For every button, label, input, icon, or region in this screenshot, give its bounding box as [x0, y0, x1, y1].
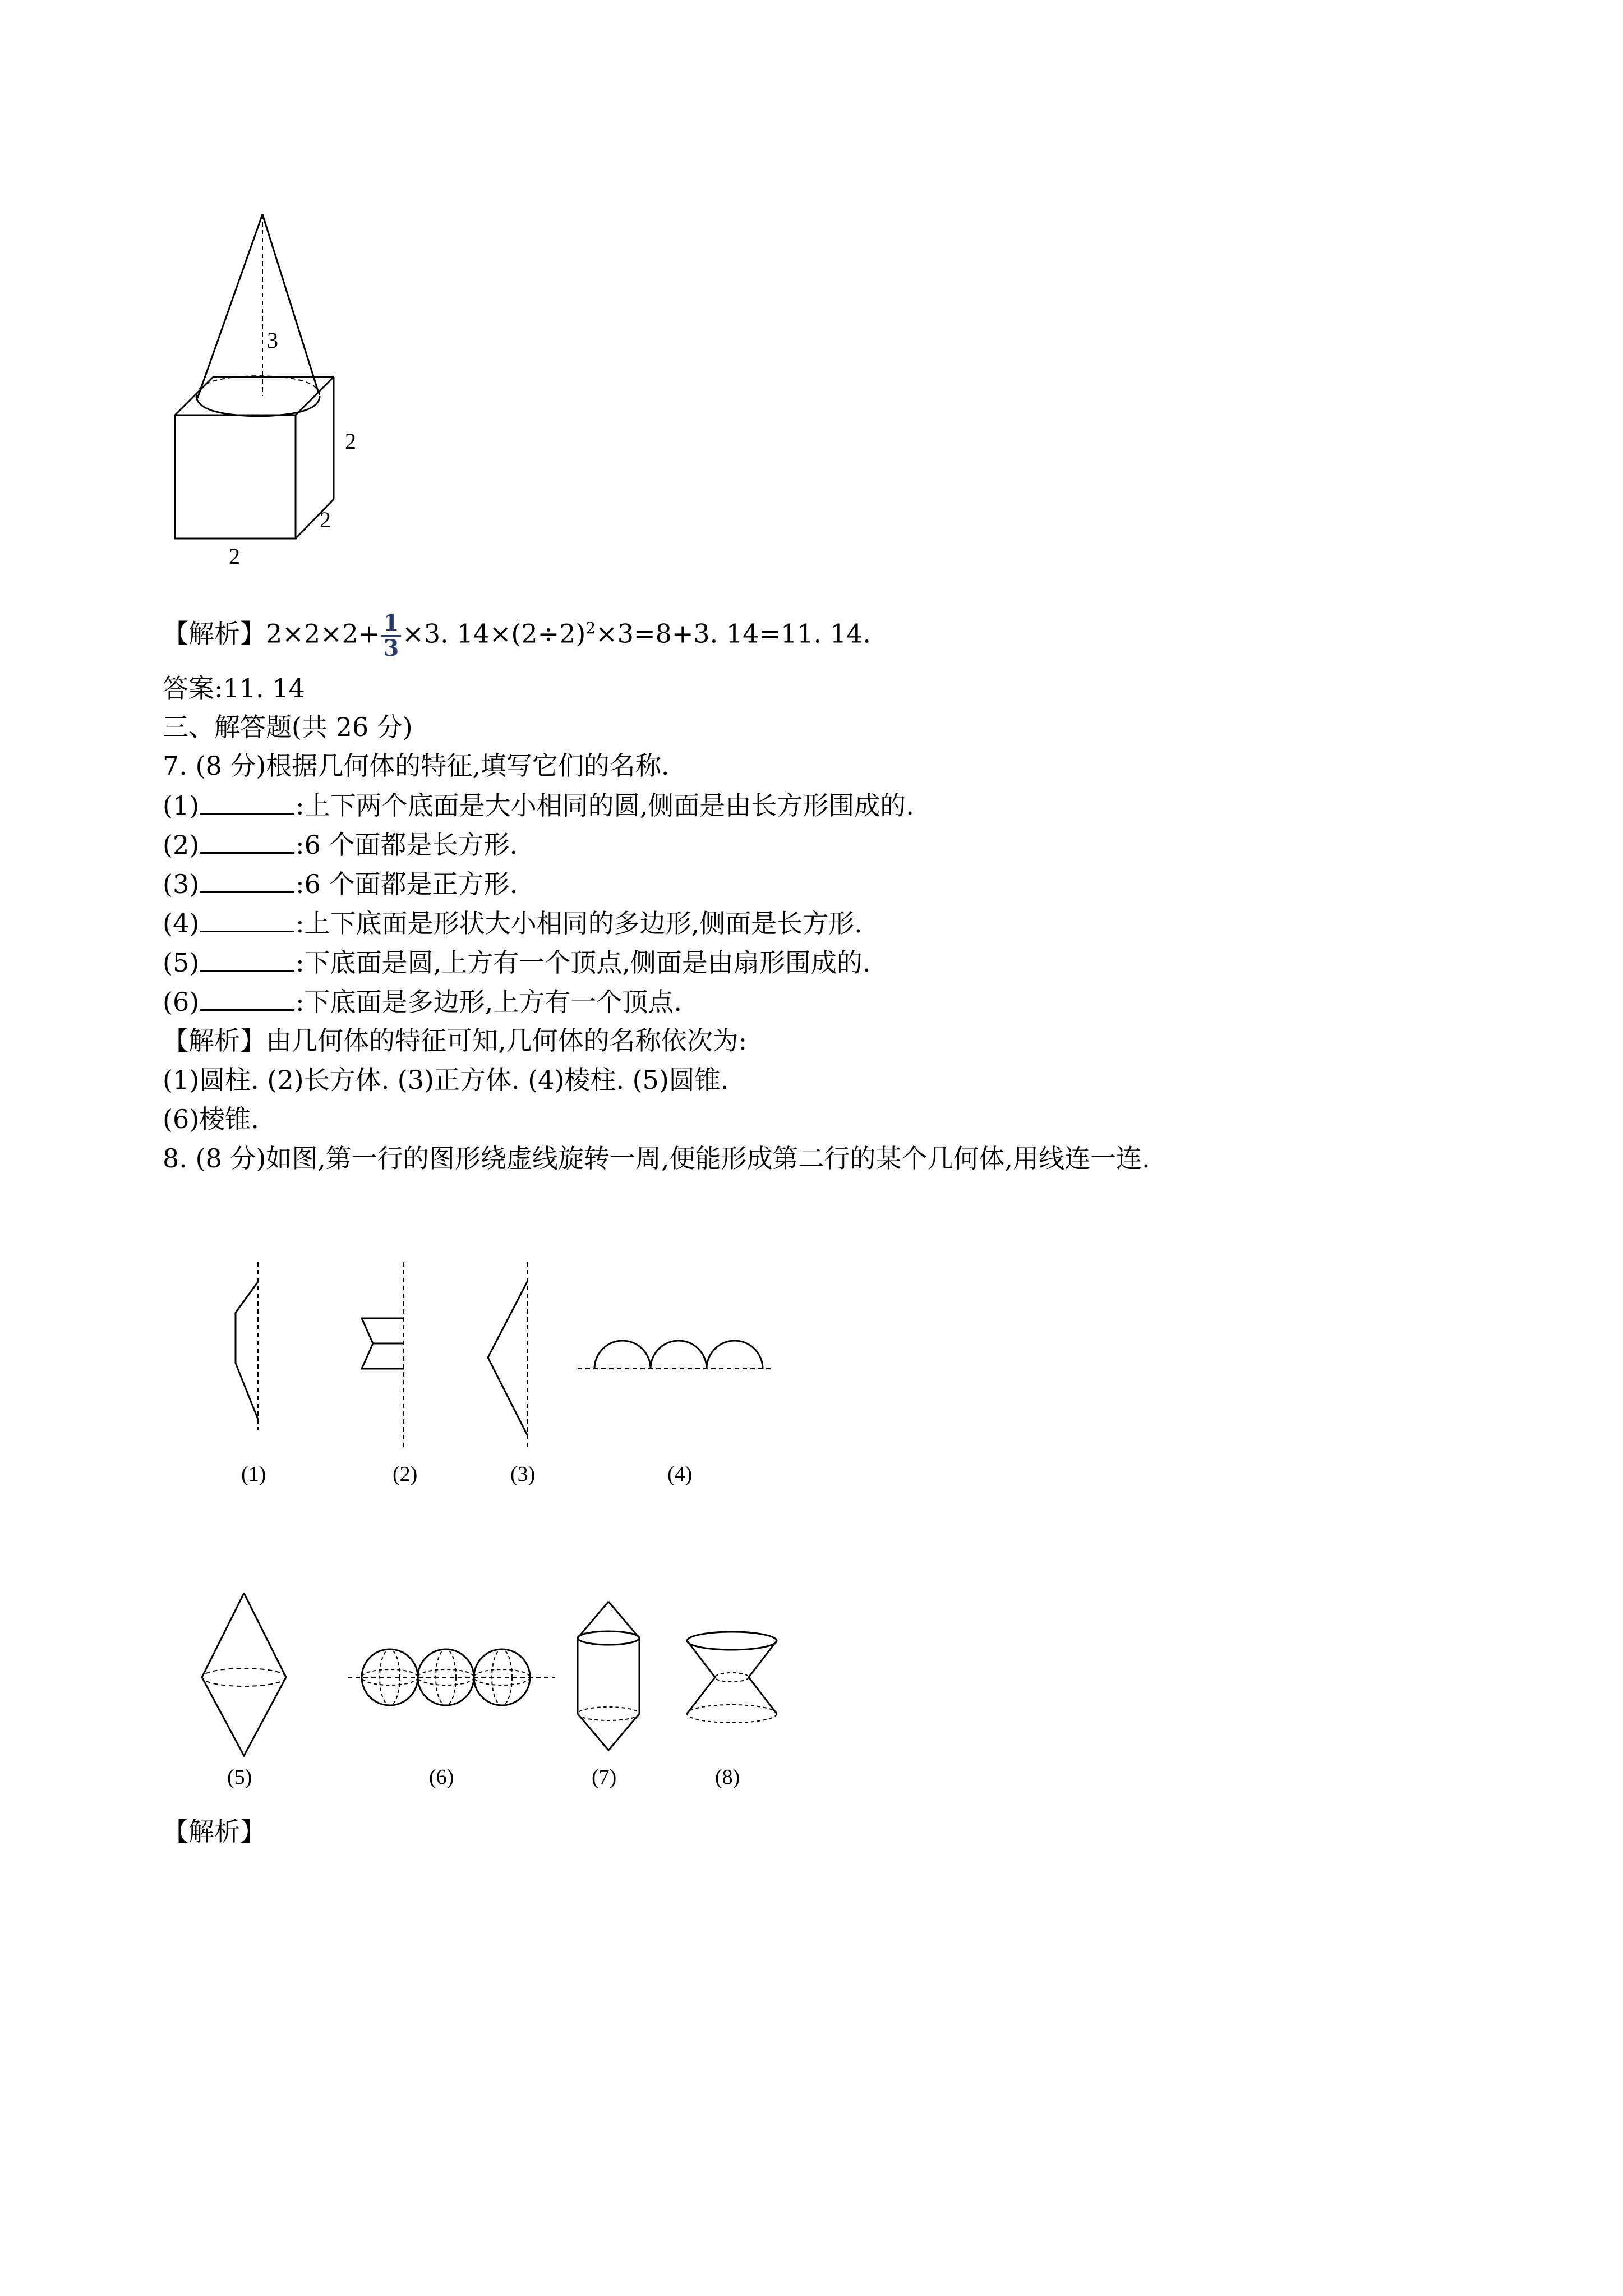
q7-analysis-line-1: (1)圆柱. (2)长方体. (3)正方体. (4)棱柱. (5)圆锥.	[163, 1065, 729, 1095]
q8-row1-figures	[213, 1257, 808, 1492]
item-text: :下底面是圆,上方有一个顶点,侧面是由扇形围成的.	[296, 947, 871, 978]
figure-label-4: (4)	[667, 1462, 693, 1486]
item-text: :上下底面是形状大小相同的多边形,侧面是长方形.	[296, 908, 863, 938]
item-text: :6 个面都是长方形.	[296, 830, 518, 860]
fraction	[381, 611, 401, 660]
figure-label-7: (7)	[592, 1765, 617, 1789]
q7-analysis-intro: 【解析】由几何体的特征可知,几何体的名称依次为:	[163, 1025, 748, 1056]
figure-label-8: (8)	[715, 1765, 740, 1789]
answer-line: 答案:11. 14	[163, 673, 305, 703]
cone-on-cube-figure	[157, 202, 381, 572]
item-number: (4)	[163, 908, 200, 938]
q8-analysis-label: 【解析】	[163, 1816, 266, 1847]
q7-analysis-line-2: (6)棱锥.	[163, 1104, 259, 1134]
answer-blank[interactable]	[200, 906, 294, 932]
item-number: (1)	[163, 790, 200, 821]
q7-item-3	[163, 867, 518, 901]
answer-blank[interactable]	[200, 827, 294, 854]
section-heading: 三、解答题(共 26 分)	[163, 712, 413, 742]
side-label: 2	[345, 429, 356, 454]
q8-title: 8. (8 分)如图,第一行的图形绕虚线旋转一周,便能形成第二行的某个几何体,用线连一连.	[163, 1143, 1150, 1174]
item-text: :下底面是多边形,上方有一个顶点.	[296, 987, 682, 1017]
answer-blank[interactable]	[200, 867, 294, 893]
figure-label-3: (3)	[510, 1462, 536, 1486]
expr-part: ×3=8+3. 14=11. 14.	[596, 618, 871, 649]
figure-label-6: (6)	[429, 1765, 454, 1789]
q7-item-5	[163, 945, 871, 979]
q7-item-6	[163, 984, 682, 1019]
item-text: :6 个面都是正方形.	[296, 869, 518, 899]
exponent: 2	[585, 619, 596, 638]
base-label: 2	[229, 544, 240, 569]
answer-blank[interactable]	[200, 984, 294, 1011]
fraction-numerator: 1	[381, 611, 401, 637]
q7-item-4	[163, 906, 863, 940]
item-text: :上下两个底面是大小相同的圆,侧面是由长方形围成的.	[296, 790, 914, 821]
figure-label-5: (5)	[227, 1765, 252, 1789]
item-number: (6)	[163, 987, 200, 1017]
fraction-denominator: 3	[383, 635, 399, 661]
height-label: 3	[267, 328, 278, 353]
analysis-1	[163, 611, 871, 660]
answer-blank[interactable]	[200, 788, 294, 815]
depth-label: 2	[320, 507, 331, 532]
figure-label-2: (2)	[393, 1462, 418, 1486]
q8-row2-solids	[191, 1565, 808, 1789]
q7-title: 7. (8 分)根据几何体的特征,填写它们的名称.	[163, 751, 670, 781]
q7-item-2	[163, 827, 518, 862]
analysis-label: 【解析】	[163, 618, 266, 649]
expr-part: 2×2×2+	[266, 618, 380, 649]
item-number: (2)	[163, 830, 200, 860]
q7-item-1	[163, 788, 914, 822]
expr-part: ×3. 14×(2÷2)	[402, 618, 586, 649]
figure-label-1: (1)	[241, 1462, 266, 1486]
answer-blank[interactable]	[200, 945, 294, 972]
item-number: (5)	[163, 947, 200, 978]
item-number: (3)	[163, 869, 200, 899]
